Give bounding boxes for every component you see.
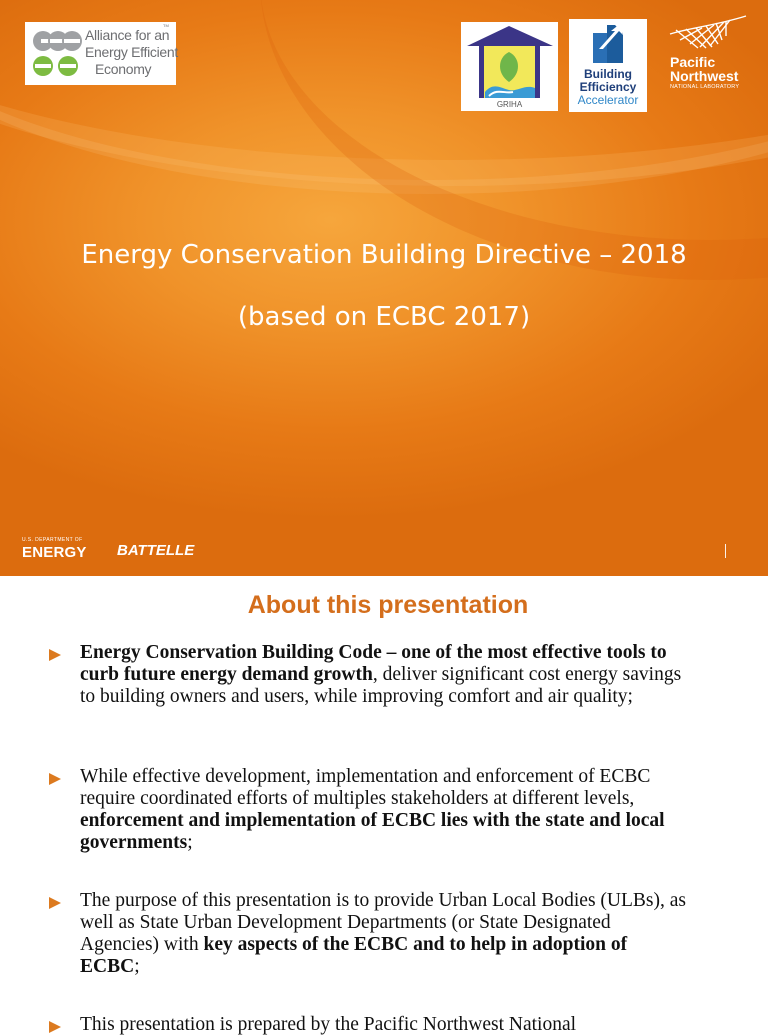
bullet-arrow-icon: [49, 773, 61, 785]
griha-emblem-icon: [461, 22, 558, 111]
pnnl-name-line: Pacific: [670, 54, 716, 70]
pnnl-logo: [668, 14, 758, 98]
bullet-text: [80, 766, 689, 854]
aeee-tm: TM: [163, 23, 169, 28]
bullet-plain-text: ;: [134, 956, 140, 977]
battelle-logo: BATTELLE: [117, 542, 195, 559]
pnnl-name-line: Northwest: [670, 68, 739, 84]
bullet-plain-text: While effective development, implementation and enforcement of ECBC require coordinated efforts of multiples stakeholders at different levels,: [80, 766, 651, 809]
slide-title: Energy Conservation Building Directive – 2018: [81, 240, 687, 270]
section-heading: About this presentation: [247, 591, 529, 619]
bullet-arrow-icon: [49, 649, 61, 661]
aeee-logo-text: [85, 27, 178, 78]
bullet-item: [49, 766, 689, 854]
bullet-plain-text: ;: [187, 832, 193, 853]
griha-logo: [461, 22, 558, 111]
slide-subtitle: (based on ECBC 2017): [237, 302, 531, 332]
slide-divider: [725, 544, 726, 558]
bullet-arrow-icon: [49, 1021, 61, 1033]
bullet-arrow-icon: [49, 897, 61, 909]
bullet-text: [80, 642, 689, 708]
doe-small-text: U.S. DEPARTMENT OF: [22, 537, 83, 543]
pnnl-lattice-icon: [668, 14, 750, 54]
building-efficiency-accelerator-logo: [569, 19, 647, 112]
bullet-plain-text: , deliver significant cost energy savings to building owners and users, while improving comfort and air quality;: [80, 664, 682, 707]
bea-line: Accelerator: [577, 93, 639, 107]
bullet-item: [49, 642, 689, 708]
aeee-mark-icon: [31, 28, 83, 80]
pnnl-sub: NATIONAL LABORATORY: [670, 84, 740, 90]
aeee-logo: [25, 22, 176, 85]
bullet-plain-text: The purpose of this presentation is to provide Urban Local Bodies (ULBs), as well as State Urban Development Departments (or State Designated Agencies) with: [80, 890, 686, 955]
bea-arrow-icon: [569, 19, 647, 69]
aeee-line: Alliance for an: [85, 27, 170, 43]
bullet-bold-text: key aspects of the ECBC and to help in adoption of ECBC: [80, 934, 628, 977]
bea-line: Efficiency: [579, 80, 637, 94]
bea-line: Building: [584, 67, 632, 81]
bullet-bold-text: enforcement and implementation of ECBC lies with the state and local governments: [80, 810, 665, 853]
bullet-plain-text: This presentation is prepared by the Pacific Northwest National: [80, 1014, 577, 1035]
doe-big-text: ENERGY: [22, 544, 87, 561]
griha-label: GRIHA: [496, 100, 523, 109]
aeee-line: Economy: [95, 61, 152, 77]
aeee-line: Energy Efficient: [85, 44, 178, 60]
bullet-text: [80, 890, 689, 978]
bullet-item: [49, 890, 689, 978]
bullet-bold-text: Energy Conservation Building Code – one of the most effective tools to curb future energy demand growth: [80, 642, 667, 685]
doe-logo: [22, 537, 87, 561]
bullet-text: [80, 1014, 689, 1036]
bullet-item: [49, 1014, 689, 1036]
